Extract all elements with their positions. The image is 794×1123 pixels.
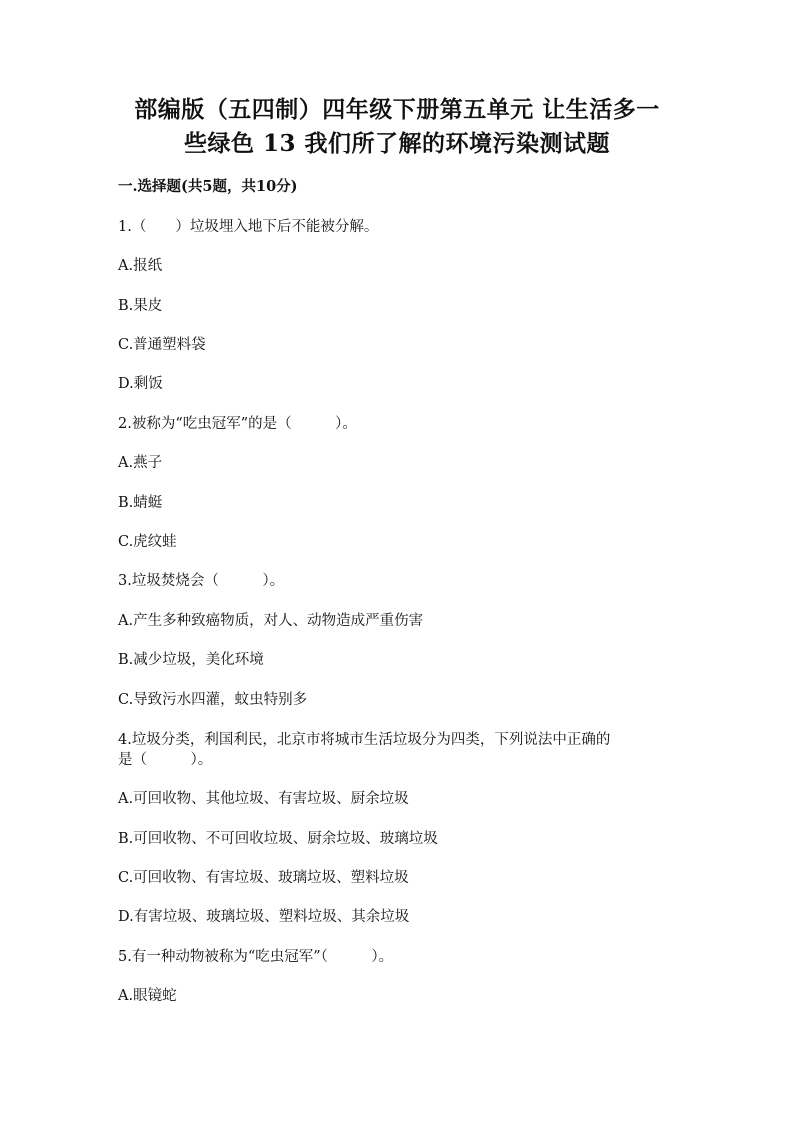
question-2-option-a: A.燕子	[118, 455, 163, 471]
page-title-line-1: 部编版（五四制）四年级下册第五单元 让生活多一	[134, 96, 660, 123]
question-1-option-a: A.报纸	[118, 258, 163, 274]
question-1-option-c: C.普通塑料袋	[118, 337, 206, 353]
question-4-stem-line-1: 4.垃圾分类，利国利民，北京市将城市生活垃圾分为四类，下列说法中正确的	[118, 732, 611, 748]
question-1-stem: 1.（ ）垃圾埋入地下后不能被分解。	[118, 219, 379, 235]
question-4-option-b: B.可回收物、不可回收垃圾、厨余垃圾、玻璃垃圾	[118, 831, 438, 847]
question-4-option-c: C.可回收物、有害垃圾、玻璃垃圾、塑料垃圾	[118, 870, 409, 886]
question-1-option-b: B.果皮	[118, 298, 163, 314]
question-3-stem: 3.垃圾焚烧会（ ）。	[118, 573, 285, 589]
question-3-option-b: B.减少垃圾，美化环境	[118, 652, 264, 668]
question-2-option-b: B.蜻蜓	[118, 495, 163, 511]
question-5-stem: 5.有一种动物被称为“吃虫冠军”（ ）。	[118, 949, 394, 965]
question-4-stem-line-2: 是（ ）。	[118, 752, 213, 768]
question-4-option-a: A.可回收物、其他垃圾、有害垃圾、厨余垃圾	[118, 791, 409, 807]
question-5-option-a: A.眼镜蛇	[118, 988, 177, 1004]
question-3-option-c: C.导致污水四灌，蚊虫特别多	[118, 692, 308, 708]
question-2-option-c: C.虎纹蛙	[118, 534, 177, 550]
question-2-stem: 2.被称为“吃虫冠军”的是（ ）。	[118, 416, 357, 432]
question-4-option-d: D.有害垃圾、玻璃垃圾、塑料垃圾、其余垃圾	[118, 909, 410, 925]
page-title-line-2: 些绿色 13 我们所了解的环境污染测试题	[183, 130, 611, 157]
question-1-option-d: D.剩饭	[118, 376, 163, 392]
question-3-option-a: A.产生多种致癌物质，对人、动物造成严重伤害	[118, 613, 424, 629]
section-heading: 一.选择题(共5题，共10分)	[118, 178, 298, 195]
